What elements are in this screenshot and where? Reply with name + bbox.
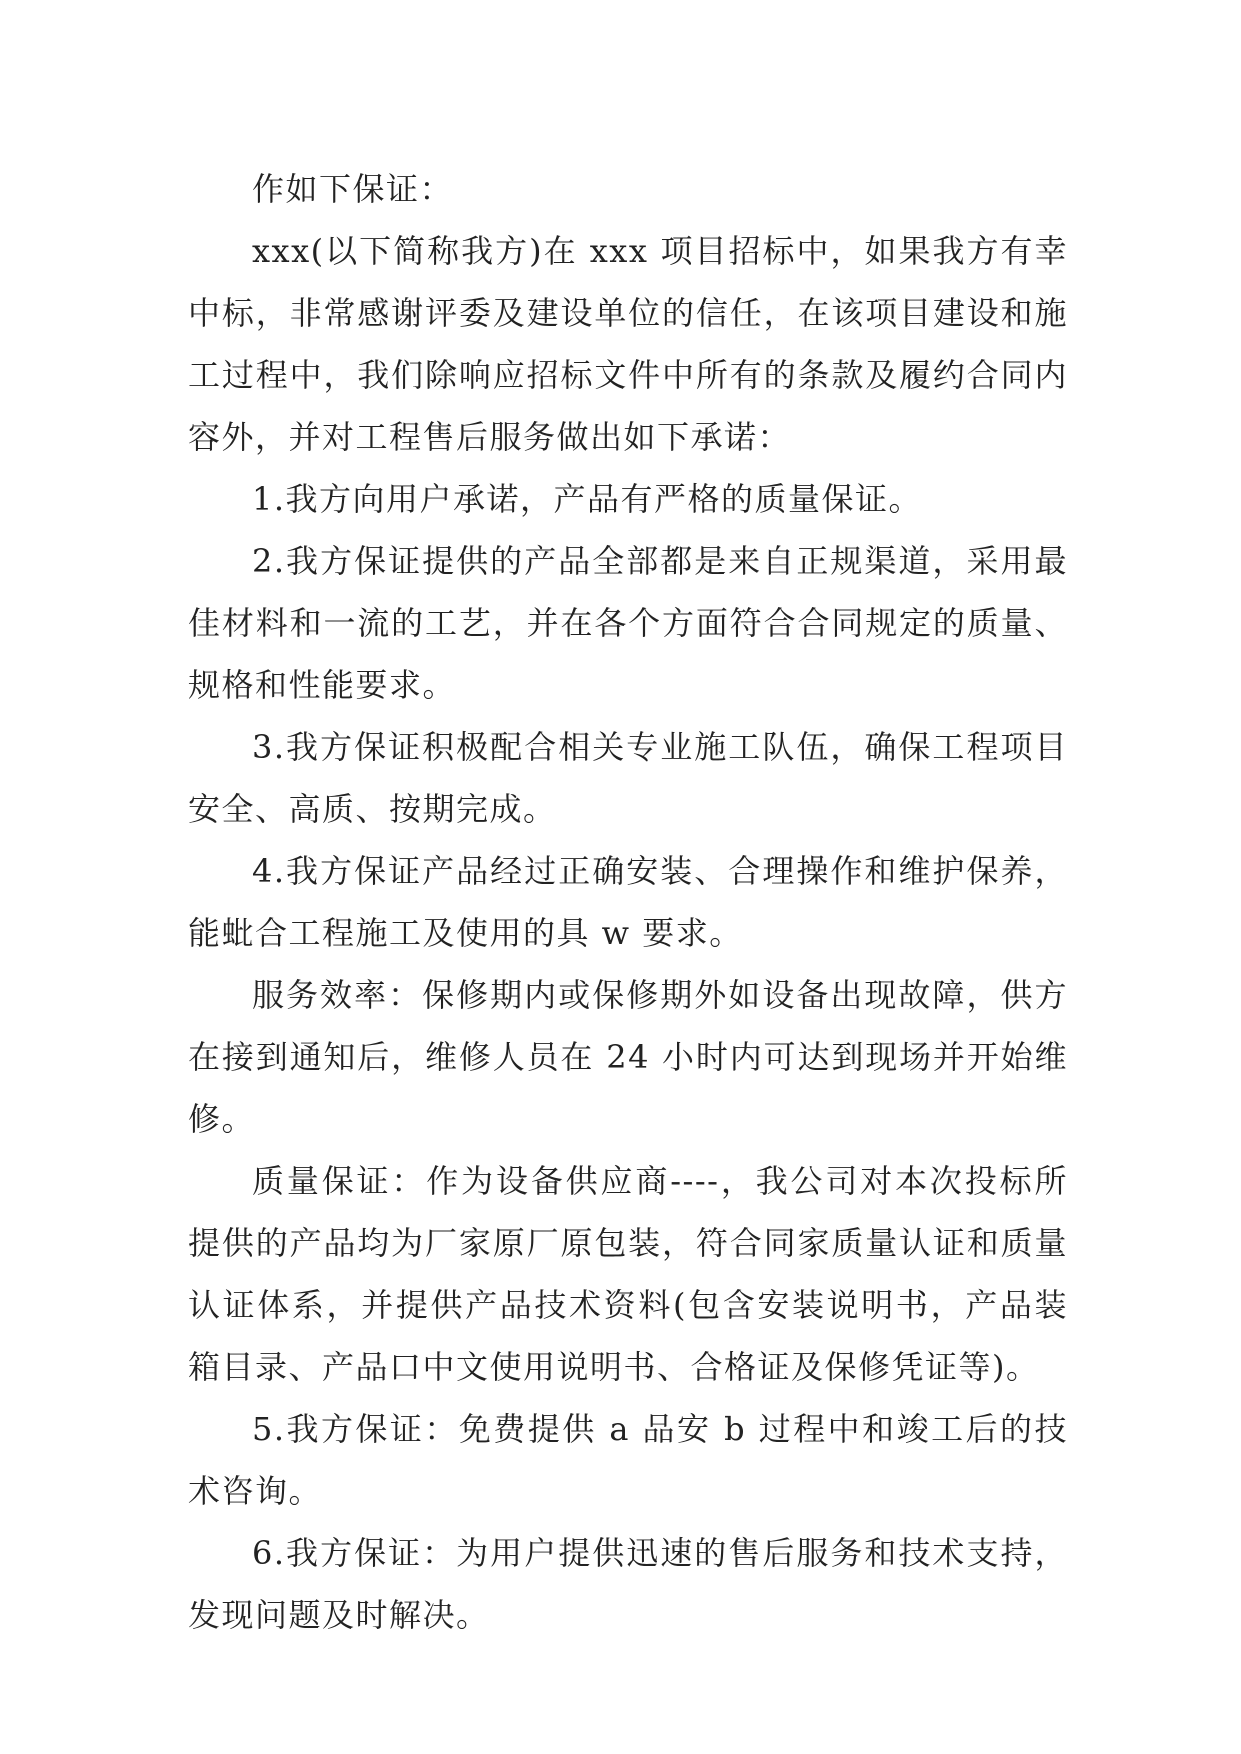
paragraph-item-5: 5.我方保证：免费提供 a 品安 b 过程中和竣工后的技术咨询。: [188, 1410, 1068, 1510]
paragraph-item-2: 2.我方保证提供的产品全部都是来自正规渠道，采用最佳材料和一流的工艺，并在各个方面符合合同规定的质量、规格和性能要求。: [188, 542, 1068, 704]
paragraph-intro: 作如下保证：: [252, 170, 454, 208]
paragraph-commitment-overview: xxx(以下简称我方)在 xxx 项目招标中，如果我方有幸中标，非常感谢评委及建设单位的信任，在该项目建设和施工过程中，我们除响应招标文件中所有的条款及履约合同内容外，并对工程售后服务做出如下承诺：: [188, 232, 1068, 456]
document-body: [188, 158, 1068, 1646]
paragraph-quality-guarantee: 质量保证：作为设备供应商----，我公司对本次投标所提供的产品均为厂家原厂原包装，符合同家质量认证和质量认证体系，并提供产品技术资料(包含安装说明书，产品装箱目录、产品口中文使用说明书、合格证及保修凭证等)。: [188, 1162, 1068, 1386]
paragraph-item-6: 6.我方保证：为用户提供迅速的售后服务和技术支持，发现问题及时解决。: [188, 1534, 1068, 1634]
paragraph-item-4: 4.我方保证产品经过正确安装、合理操作和维护保养，能蚍合工程施工及使用的具 w 要求。: [188, 852, 1068, 952]
paragraph-service-efficiency: 服务效率：保修期内或保修期外如设备出现故障，供方在接到通知后，维修人员在 24 小时内可达到现场并开始维修。: [188, 976, 1068, 1138]
paragraph-item-1: 1.我方向用户承诺，产品有严格的质量保证。: [252, 480, 923, 518]
paragraph-item-3: 3.我方保证积极配合相关专业施工队伍，确保工程项目安全、高质、按期完成。: [188, 728, 1068, 828]
